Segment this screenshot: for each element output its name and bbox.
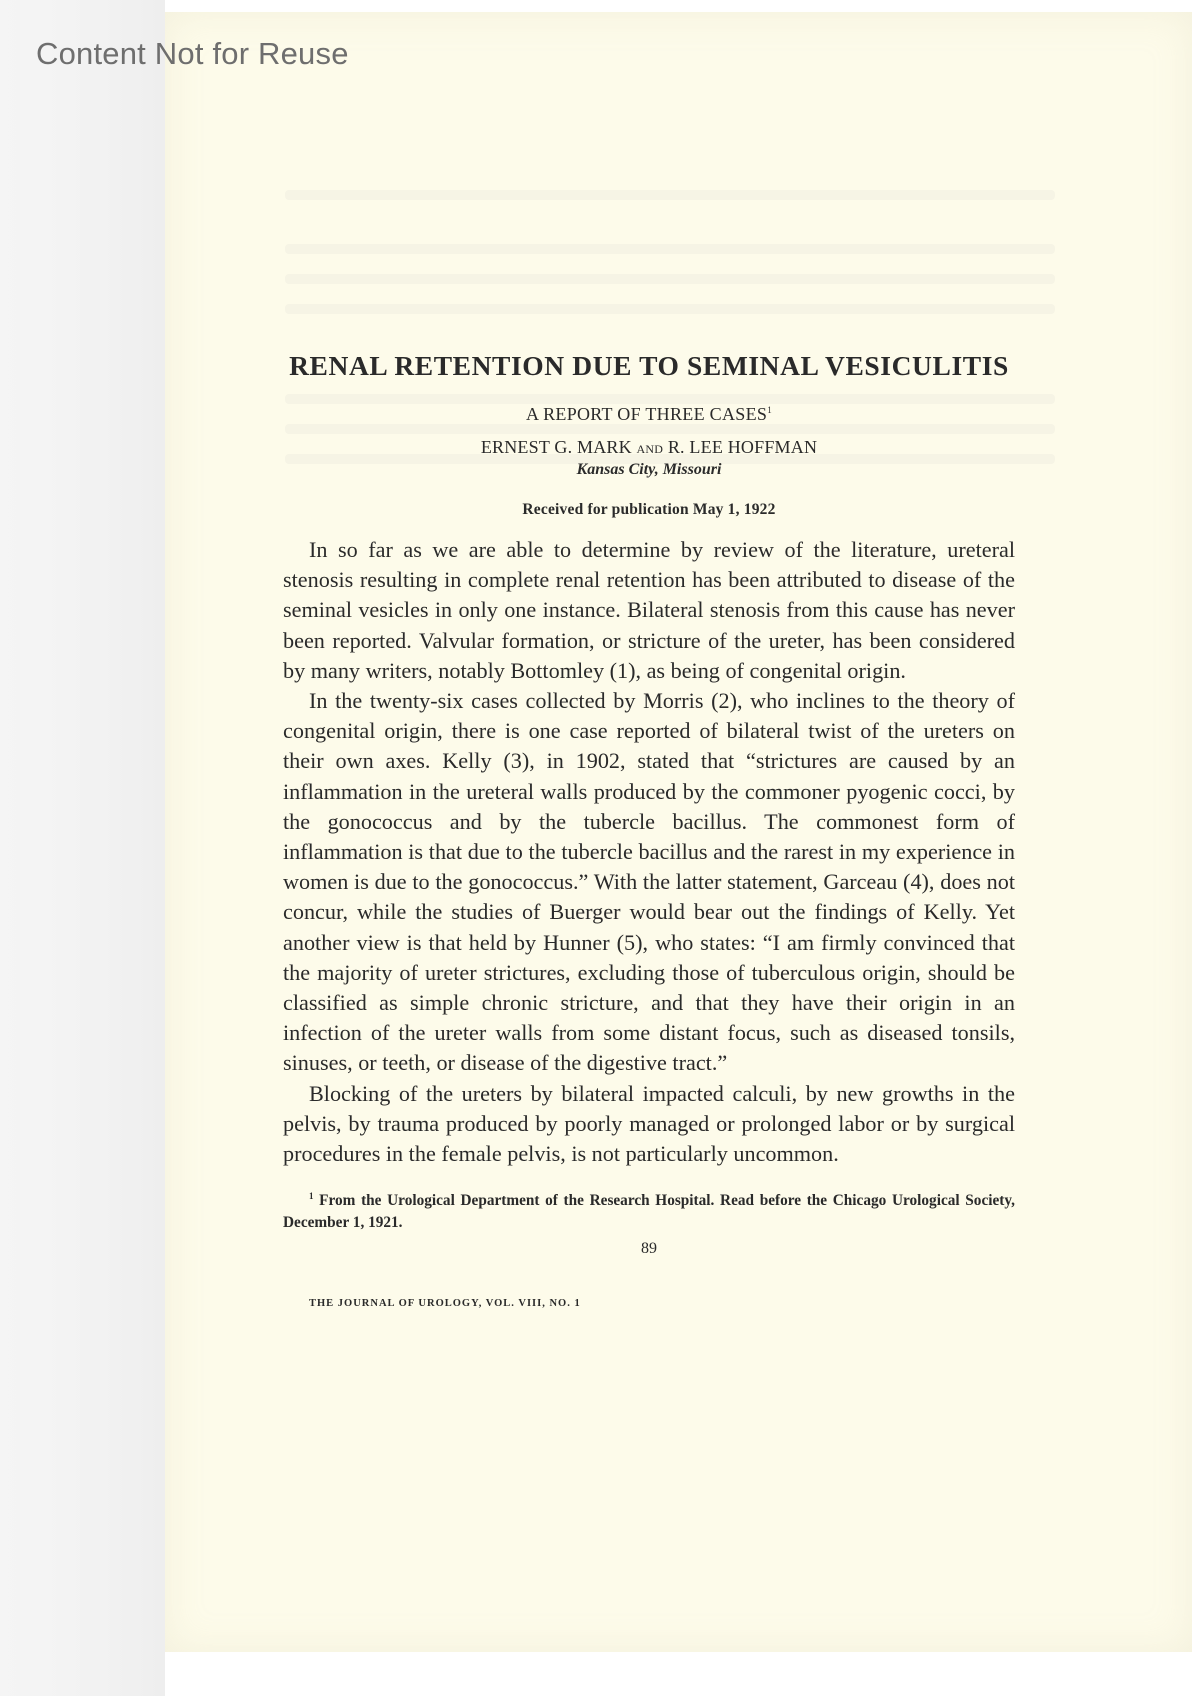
article-title: RENAL RETENTION DUE TO SEMINAL VESICULITIS <box>289 350 1009 381</box>
author-name: R. LEE HOFFMAN <box>667 437 818 457</box>
subtitle-text: A REPORT OF THREE CASES <box>525 404 768 424</box>
author-conjunction: AND <box>636 442 664 456</box>
left-margin-strip <box>0 0 165 1696</box>
article-body <box>283 535 1015 1169</box>
author-name: ERNEST G. MARK <box>480 437 632 457</box>
bleed-through-line <box>285 244 1055 254</box>
received-date: Received for publication May 1, 1922 <box>522 501 776 518</box>
footnote-mark: 1 <box>309 1191 314 1202</box>
footnote-text: From the Urological Department of the Research Hospital. Read before the Chicago Urological Society, December 1, 1921. <box>283 1192 1016 1232</box>
body-paragraph: Blocking of the ureters by bilateral impacted calculi, by new growths in the pelvis, by trauma produced by poorly managed or prolonged labor or by surgical procedures in the female pelvis, is not particularly uncommon. <box>283 1080 1015 1167</box>
subtitle-footnote-mark: 1 <box>767 405 773 415</box>
bleed-through-line <box>285 274 1055 284</box>
bleed-through-line <box>285 190 1055 200</box>
journal-citation-line: THE JOURNAL OF UROLOGY, VOL. VIII, NO. 1 <box>309 1298 581 1310</box>
page-number: 89 <box>641 1240 657 1258</box>
author-location: Kansas City, Missouri <box>576 461 722 478</box>
author-line <box>283 437 1015 458</box>
body-paragraph: In so far as we are able to determine by review of the literature, ureteral stenosis resulting in complete renal retention has been attributed to disease of the seminal vesicles in only one instance. Bilateral stenosis from this cause has never been reported. Valvular formation, or stricture of the ureter, has been considered by many writers, notably Bottomley (1), as being of congenital origin. <box>283 537 1015 683</box>
watermark-label: Content Not for Reuse <box>36 36 349 71</box>
bleed-through-line <box>285 304 1055 314</box>
article-content <box>283 350 1015 1309</box>
footnote <box>283 1185 1015 1234</box>
body-paragraph: In the twenty-six cases collected by Morris (2), who inclines to the theory of congenital origin, there is one case reported of bilateral twist of the ureters on their own axes. Kelly (3), in 1902, stated that “strictures are caused by an inflammation in the ureteral walls produced by the commoner pyogenic cocci, by the gonococcus and by the tubercle bacillus. The commonest form of inflammation is that due to the tubercle bacillus and the rarest in my experience in women is due to the gonococcus.” With the latter statement, Garceau (4), does not concur, while the studies of Buerger would bear out the findings of Kelly. Yet another view is that held by Hunner (5), who states: “I am firmly convinced that the majority of ureter strictures, excluding those of tuberculous origin, should be classified as simple chronic stricture, and that they have their origin in an infection of the ureter walls from some distant focus, such as diseased tonsils, sinuses, or teeth, or disease of the digestive tract.” <box>283 688 1015 1076</box>
article-subtitle <box>283 404 1015 425</box>
